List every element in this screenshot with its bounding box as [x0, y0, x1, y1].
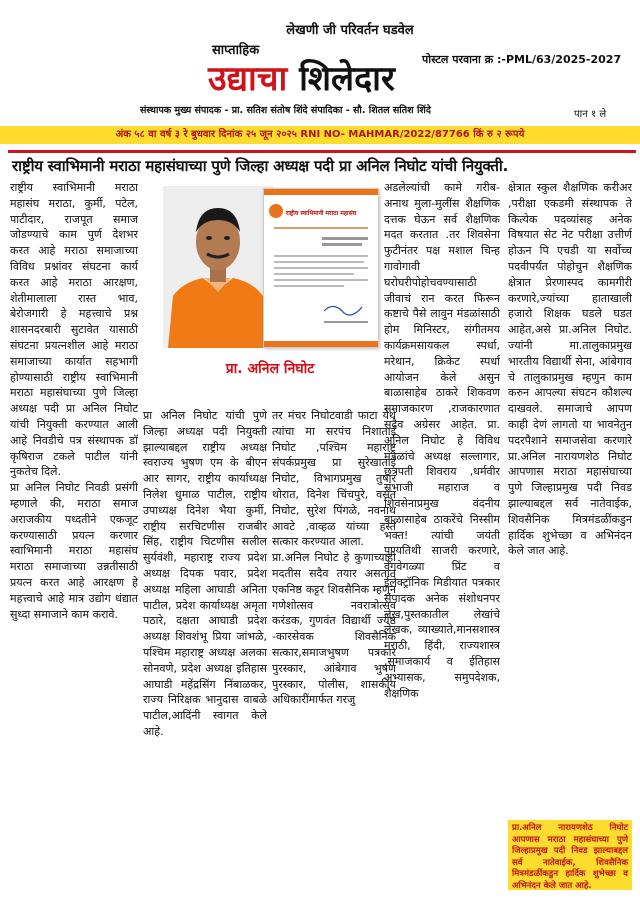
poster-title: राष्ट्रीय स्वाभिमानी मराठा महासंघ: [285, 210, 357, 217]
column-4-paragraph: अडलेल्यांची कामे गरीब-अनाथ मुला-मुलींस शैक्षणिक दत्तक घेऊन सर्व शैक्षणिक मदत करतात .तर शिवसेना फुटीनंतर पक्ष मशाल चिन्ह गावोगावी घरोघरीपोहोचवण्यासाठी जीवाचं रान करत फिरून कष्टाचे पैसे लावुन मंडळांसाठी होम मिनिस्टर, संगीतमय कार्यक्रमसायकल स्पर्धा, मरेथान, क्रिकेट स्पर्धा आयोजन केले असुन बाळासाहेब ठाकरे शिकवण समाजकारण ,राजकारणात सदैव अग्रेसर आहेत. प्रा. अनिल निघोट हे विविध मंडळांचे अध्यक्ष सल्लागार, छत्रपती शिवराय ,धर्मवीर संभाजी महाराज व शिवसेनाप्रमुख वंदनीय बाळासाहेब ठाकरेंचे निस्सीम भक्त! त्यांची जयंती पुण्यतिथी साजरी करणारे, वेगवेगळ्या प्रिंट व ईलेक्ट्रॉनिक मिडीयात पत्रकार संपादक अनेक संशोधनपर लेख,पुस्तकातील लेखांचे लेखक, व्याख्याते,मानसशास्त्र मराठी, हिंदी, राज्यशास्त्र ,समाजकार्य व ईतिहास अभ्यासक, समुपदेशक, शैक्षणिक: [384, 181, 500, 700]
column-2-paragraph: प्रा अनिल निघोट यांची पुणे जिल्हा अध्यक्ष पदी नियुक्ती झाल्याबद्दल राष्ट्रीय अध्यक्ष स्वराज्य भुषण एम के बीएन आर सागर, राष्ट्रीय कार्याध्यक्ष निलेश धुमाळ पाटील, राष्ट्रीय उपाध्यक्ष दिनेश भैया कुर्मी, राष्ट्रीय सरचिटणीस राजबीर सिंह, राष्ट्रीय चिटणीस सलील सुर्यवंशी, महाराष्ट्र राज्य प्रदेश अध्यक्ष दिपक पवार, प्रदेश अध्यक्ष महिला आघाडी अनिता पाटील, प्रदेश कार्याध्यक्ष अमृता पठारे, दक्षता आघाडी प्रदेश अध्यक्ष शिवशंभू प्रिया जांभळे, पश्चिम महाराष्ट्र अध्यक्ष अलका सोनवणे, प्रदेश अध्यक्ष इतिहास आघाडी महेंद्रसिंग निंबाळकर, राज्य निरिक्षक भानुदास वाबळे पाटील,आदिंनी स्वागत केले आहे.: [143, 409, 267, 738]
article-column-5: [508, 180, 632, 820]
article-column-3: [272, 408, 396, 892]
postal-license: पोस्टल परवाना क्र :-PML/63/2025-2027: [422, 53, 622, 66]
column-1-paragraph-2: प्रा अनिल निघोट निवडी प्रसंगी म्हणाले की, मराठा समाज अराजकीय पध्दतीने एकजूट करण्यासाठी प्रयत्न करणार स्वाभिमानी मराठा महासंघ मराठा समाजाच्या उन्नतीसाठी प्रयत्न करत आहे आरक्षण हे महत्त्वाचे आहे मात्र उद्योग धंद्यात सुध्दा समाजाने काम करावे.: [10, 481, 138, 621]
photo-caption: प्रा. अनिल निघोट: [225, 361, 315, 377]
article-column-2: [143, 408, 267, 892]
greeting-box: प्रा.अनिल नारायणशेठ निघोट आपणास मराठा महासंघाच्या पुणे जिल्हाप्रमुख पदी निवड झाल्याबद्दल सर्व नातेवाईक, शिवसैनिक मित्रमंडळींकडुन हार्दिक शुभेच्छा व अभिनंदन केले जात आहे.: [508, 820, 632, 890]
weekly-label: साप्ताहिक: [212, 43, 260, 58]
page-number: पान १ ले: [574, 109, 607, 120]
column-3-paragraph-1: तर मंचर निघोटवाडी फाटा येथे त्यांचा मा सरपंच निशाताई निघोट ,पश्चिम महाराष्ट्र संपर्कप्रमुख प्रा सुरेखाताई निघोट, विभागप्रमुख तुषार थोरात, दिनेश चिंचपुरे, वसंत निघोट, सुरेश पिंगळे, नवनाथ आवटे ,वाव्हळ यांच्या हस्ते सत्कार करण्यात आला.: [272, 409, 396, 549]
issue-strip: अंक ५८ वा वर्ष ३ रे बुधवार दिनांक २५ जून २०२५ RNI NO- MAHMAR/2022/87766 किं रु २ रूपये: [0, 126, 640, 144]
title-part-2: शिलेदार: [299, 59, 395, 99]
editors-line: संस्थापक मुख्य संपादक - प्रा. सतिश संतोष शिंदे संपादिका - सौ. शितल सतिश शिंदे: [140, 105, 431, 116]
title-part-1: उद्याचा: [208, 59, 288, 99]
article-photo-area: [143, 180, 381, 350]
appointment-letter-image: [263, 188, 379, 348]
column-3-paragraph-2: प्रा.अनिल निघोट हे कुणाच्याही मदतीस सदैव तयार असतात एकनिष्ठ कट्टर शिवसैनिक म्हणुन गणेशोत्सव नवरात्रोत्सव करंडक, गुणवंत विद्यार्थी ज्येष्ठ -कारसेवक शिवसैनिक सत्कार,समाजभुषण पत्रकार पुरस्कार, आंबेगाव भुषण पुरस्कार, पोलीस, शासकीय अधिकारींमार्फत गरजु: [272, 551, 396, 707]
portrait-photo: [163, 186, 273, 348]
column-5-paragraph: क्षेत्रात स्कुल शैक्षणिक करीअर ,परीक्षा एकडमी संस्थापक ते कित्येक पदव्यांसह अनेक विषयात सेट नेट परीक्षा उत्तीर्ण होऊन पि एचडी या सर्वोच्च पदवीपर्यंत पोहोचुन शैक्षणिक क्षेत्रात प्रेरणास्पद कामगीरी करणारे,ज्यांच्या हाताखाली हजारो शिक्षक घडले घडत आहेत,असे प्रा.अनिल निघोट. ज्यांनी मा.तालुकाप्रमुख भारतीय विद्यार्थी सेना, आंबेगाव चे तालुकाप्रमुख म्हणुन काम करुन आपल्या संघटन कौशल्य दाखवले. समाजाचे आपण काही देणं लागतो या भावनेतुन पदरपैशाने समाजसेवा करणारे प्रा.अनिल नारायणशेठ निघोट आपणास मराठा महासंघाच्या पुणे जिल्हाप्रमुख पदी निवड झाल्याबद्दल सर्व नातेवाईक, शिवसैनिक मित्रमंडळींकडुन हार्दिक शुभेच्छा व अभिनंदन केले जात आहे.: [508, 181, 632, 558]
article-headline: राष्ट्रीय स्वाभिमानी मराठा महासंघाच्या पुणे जिल्हा अध्यक्ष पदी प्रा अनिल निघोट यांची नियुक्ती.: [8, 150, 636, 179]
masthead-tagline: लेखणी जी परिवर्तन घडवेल: [286, 23, 414, 38]
column-1-paragraph-1: राष्ट्रीय स्वाभिमानी मराठा महासंघ मराठा, कुर्मी, पटेल, पाटीदार, राजपूत समाज जोडण्याचे काम पुर्ण देशभर करत आहे मराठा समाजाच्या विविध प्रश्नांवर संघटना कार्य करत आहे मराठा आरक्षण, शेतीमालाला रास्त भाव, बेरोजगारी हे महत्त्वाचे प्रश्न शासनदरबारी सुटावेत यासाठी संघटना प्रयत्नशील आहे मराठा समाजाच्या कार्यात सहभागी होण्यासाठी राष्ट्रीय स्वाभिमानी मराठा महासंघाच्या पुणे जिल्हा अध्यक्ष पदी प्रा अनिल निघोट यांची नियुक्ती करण्यात आली आहे निवडीचे पत्र संस्थापक डॉ कृषिराज टकले पाटील यांनी नुकतेच दिले.: [10, 181, 138, 479]
article-column-4: [384, 180, 500, 892]
article-column-1: [10, 180, 138, 892]
